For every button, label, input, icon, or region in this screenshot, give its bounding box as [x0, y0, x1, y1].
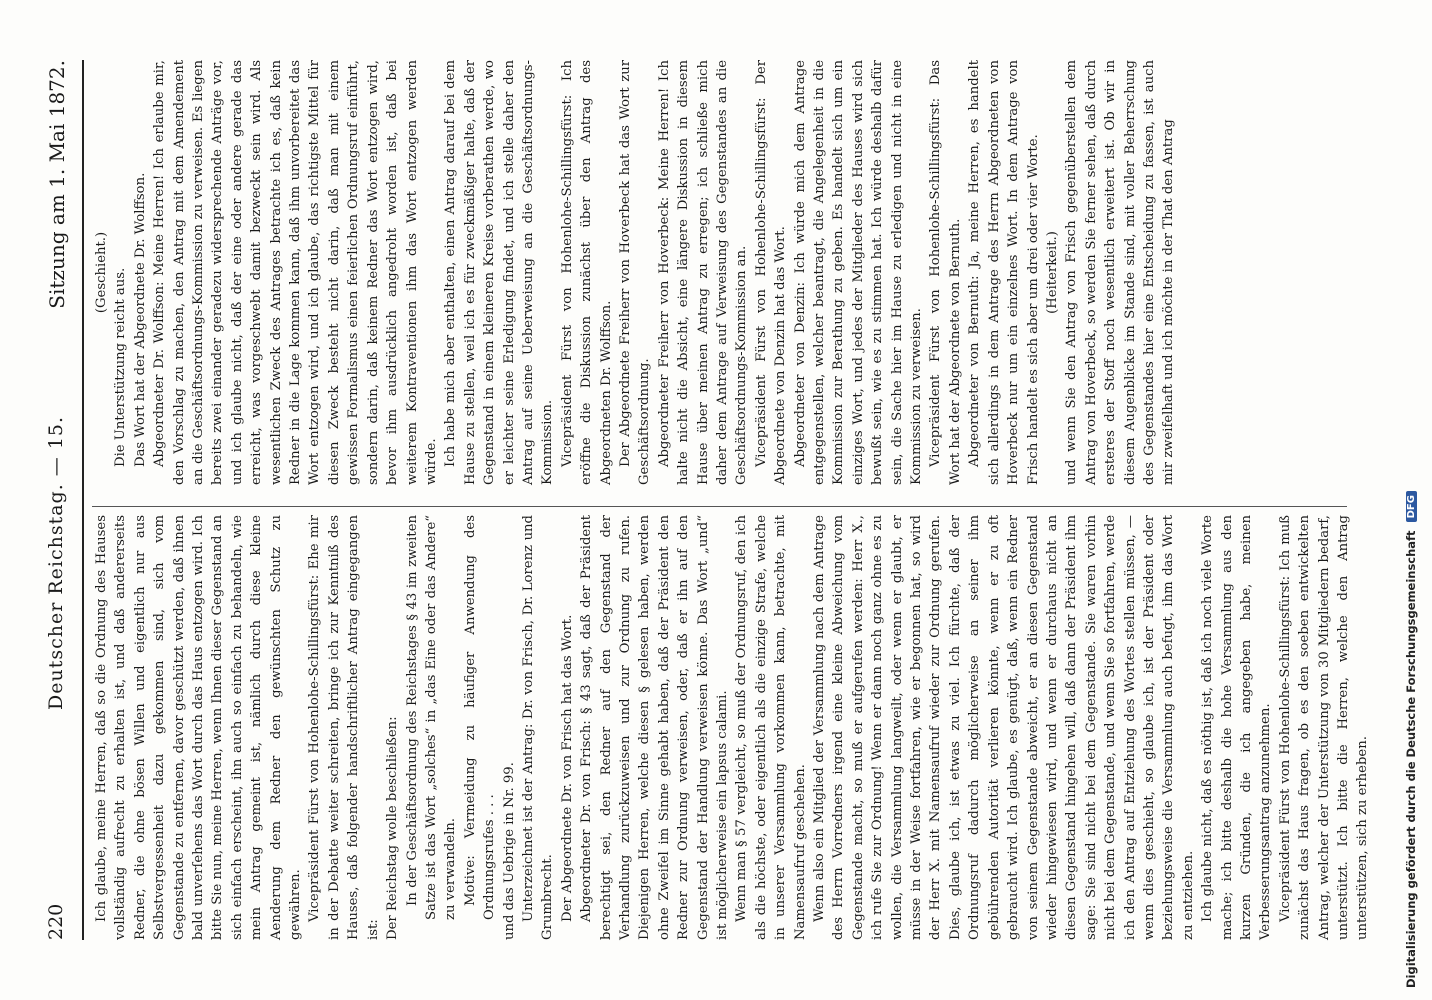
paragraph: Abgeordneter von Bernuth: Ja, meine Herren, es handelt sich allerdings in dem Antrage des Herrn Abgeordneten von Hoverbeck nur um ein einzelnes Wort. In dem Antrage von Frisch handelt es sich aber um drei oder vier Worte.	[967, 60, 1041, 485]
paragraph: Die Unterstützung reicht aus.	[113, 267, 129, 467]
digitization-credit	[1404, 8, 1426, 988]
paragraph: Vicepräsident Fürst von Hohenlohe-Schillingsfürst: Das Wort hat der Abgeordnete von Bernuth.	[928, 60, 963, 485]
paragraph: Vicepräsident Fürst von Hohenlohe-Schillingsfürst: Der Abgeordnete von Denzin hat das Wort.	[753, 60, 789, 485]
paragraph: Der Reichstag wolle beschließen:	[385, 716, 401, 940]
paragraph: Ich glaube, meine Herren, daß so die Ordnung des Hauses vollständig aufrecht zu erhalten ist, und daß andererseits Redner, die ohne bösen Willen und eigentlich nur aus Selbstvergessenheit dazu gekommen sind, sich vom Gegenstande zu entfernen, davor geschützt werden, daß ihnen bald unverſehens das Wort durch das Haus entzogen wird. Ich bitte Sie nun, meine Herren, wenn Ihnen dieser Gegenstand an sich einfach erscheint, ihn auch so einfach zu behandeln, wie mein Antrag gemeint ist, nämlich durch diese kleine Aenderung dem Redner den gewünschten Schutz zu gewähren.	[94, 515, 304, 940]
column-divider	[92, 506, 1347, 507]
quoted-motion: In der Geschäftsordnung des Reichstages § 43 im zweiten Satze ist das Wort „solches“ in „das Eine oder das Andere“ zu verwandeln.	[404, 515, 459, 920]
paragraph: und das Uebrige in Nr. 99.	[501, 762, 517, 940]
dfg-logo-badge: DFG	[1406, 491, 1417, 522]
paragraph: Vicepräsident Fürst von Hohenlohe-Schillingsfürst: Ich eröffne die Diskussion zunächst über den Antrag des Abgeordneten Dr. Wolffson.	[559, 60, 614, 485]
stage-direction: (Geschieht.)	[94, 231, 109, 314]
paragraph: Abgeordneter Dr. Wolffson: Meine Herren! Ich erlaube mir, den Vorschlag zu machen, den Antrag mit dem Amendement an die Geschäftsordnungs-Kommission zu verweisen. Es liegen bereits zwei einander geradezu widersprechende Anträge vor, und ich glaube nicht, daß der eine oder andere gerade das erreicht, was vorgeschwebt damit bezweckt sein wird. Als wesentlichen Zweck des Antrages betrachte ich es, daß kein Redner in die Lage kommen kann, daß ihm unvorbereitet das Wort entzogen wird, und ich glaube, das richtigste Mittel für diesen Zweck besteht nicht darin, daß man mit einem gewissen Formalismus einen feierlichen Ordnungsruf einführt, sondern darin, daß keinem Redner das Wort entzogen wird, bevor ihm ausdrücklich angedroht worden ist, daß bei weiterem Kontraventionen ihm das Wort entzogen werden würde.	[152, 60, 439, 485]
page-number: 220	[45, 903, 67, 940]
header-rule	[82, 60, 84, 940]
paragraph: Vicepräsident Fürst von Hohenlohe-Schillingsfürst: Ehe mir in der Debatte weiter schreiten, bringe ich zur Kenntniß des Hauses, daß folgender handschriftlicher Antrag eingegangen ist:	[307, 515, 381, 940]
left-column	[92, 515, 1371, 940]
paragraph: Abgeordneter Freiherr von Hoverbeck: Meine Herren! Ich halte nicht die Absicht, eine längere Diskussion in diesem Hause über meinen Antrag zu erregen; ich schließe mich daher dem Antrage auf Verweisung des Gegenstandes an die Geschäftsordnungs-Kommission an.	[656, 60, 750, 485]
stage-direction: (Heiterkeit.)	[1044, 231, 1060, 314]
paragraph: Der Abgeordnete Freiherr von Hoverbeck hat das Wort zur Geschäftsordnung.	[617, 60, 653, 485]
paragraph: Der Abgeordnete Dr. von Frisch hat das Wort.	[559, 614, 575, 922]
paragraph: Vicepräsident Fürst von Hohenlohe-Schillingsfürst: Ich muß zunächst das Haus fragen, ob es den soeben entwickelten Antrag, welcher der Unterstützung von 30 Mitgliedern bedarf, unterstützt. Ich bitte die Herren, welche den Antrag unterstützen, sich zu erheben.	[1277, 515, 1371, 940]
running-header	[45, 60, 75, 940]
paragraph: Wenn also ein Mitglied der Versammlung nach dem Antrage des Herrn Vorredners irgend eine kleine Abweichung vom Gegenstande macht, so muß er aufgerufen werden: Herr X., ich rufe Sie zur Ordnung! Wenn er dann noch ganz ohne es zu wollen, die Versammlung langweilt, oder wenn er glaubt, er müsse in der Weise fortfahren, wie er begonnen hat, so wird der Herr X. mit Namensaufruf wieder zur Ordnung gerufen. Dies, glaube ich, ist etwas zu viel. Ich fürchte, daß der Ordnungsruf dadurch möglicherweise an seiner ihm gebührenden Autorität verlieren könnte, wenn er zu oft gebraucht wird. Ich glaube, es genügt, daß, wenn ein Redner von seinem Gegenstande abweicht, er an diesen Gegenstand wieder hingewiesen wird, und wenn er durchaus nicht an diesen Gegenstand hingehen will, daß dann der Präsident ihm sage: Sie sind nicht bei dem Gegenstande. Sie waren vorhin nicht bei dem Gegenstande, und wenn Sie so fortfahren, werde ich den Antrag auf Entziehung des Wortes stellen müssen, — wenn dies geschieht, so glaube ich, ist der Präsident oder beziehungsweise die Versammlung auch befugt, ihm das Wort zu entziehen.	[812, 515, 1196, 940]
publication-title: Deutscher Reichstag. — 15.	[45, 415, 67, 710]
credit-text: Digitalisierung gefördert durch die Deutsche Forschungsgemeinschaft	[1404, 530, 1418, 988]
paragraph: Unterzeichnet ist der Antrag: Dr. von Frisch, Dr. Lorenz und Grumbrecht.	[520, 515, 556, 940]
paragraph: Abgeordneter Dr. von Frisch: § 43 sagt, daß der Präsident berechtigt sei, den Redner auf den Gegenstand der Verhandlung zurückzuweisen und zur Ordnung zu rufen. Diejenigen Herren, welche diesen § gelesen haben, werden ohne Zweifel im Sinne gehabt haben, daß der Präsident den Redner zur Ordnung verweisen, oder, daß er ihn auf den Gegenstand der Handlung verweisen könne. Das Wort „und“ ist möglicherweise ein lapsus calami.	[579, 515, 730, 940]
quoted-motion: Motive: Vermeidung zu häufiger Anwendung des Ordnungsrufes . . .	[462, 515, 498, 920]
paragraph: Wenn man § 57 vergleicht, so muß der Ordnungsruf, den ich als die höchste, oder eigentlich als die einzige Strafe, welche in unserer Versammlung vorkommen kann, betrachte, mit Namensaufruf geschehen.	[734, 515, 808, 940]
paragraph: Ich glaube nicht, daß es nöthig ist, daß ich noch viele Worte mache; ich bitte deshalb die hohe Versammlung aus den kurzen Gründen, die ich angegeben habe, meinen Verbesserungsantrag anzunehmen.	[1200, 515, 1274, 940]
paragraph: Ich habe mich aber enthalten, einen Antrag darauf bei dem Hause zu stellen, weil ich es für zweckmäßiger halte, daß der Gegenstand in einem kleineren Kreise vorberathen werde, wo er leichter seine Erledigung findet, und ich stelle daher den Antrag auf seine Ueberweisung an die Geschäftsordnungs-Kommission.	[443, 60, 556, 485]
right-column	[92, 60, 1347, 485]
paragraph: Das Wort hat der Abgeordnete Dr. Wolffson.	[132, 172, 148, 467]
paragraph: Abgeordneter von Denzin: Ich würde mich dem Antrage entgegenstellen, welcher beantragt, die Angelegenheit in die Kommission zur Berathung zu geben. Es handelt sich um ein einziges Wort, und jedes der Mitglieder des Hauses wird sich bewußt sein, wie es zu stimmen hat. Ich würde deshalb dafür sein, die Sache hier im Hause zu erledigen und nicht in eine Kommission zu verweisen.	[792, 60, 925, 485]
paragraph: und wenn Sie den Antrag von Frisch gegenüberstellen dem Antrag von Hoverbeck, so werden Sie ferner sehen, daß durch ersteres der Stoff noch wesentlich erweitert ist. Ob wir in diesem Augenblicke im Stande sind, mit voller Beherrschung des Gegenstandes hier eine Entscheidung zu fassen, ist auch mir zweifelhaft und ich möchte in der That den Antrag	[1064, 60, 1177, 485]
session-date: Sitzung am 1. Mai 1872.	[45, 60, 69, 309]
